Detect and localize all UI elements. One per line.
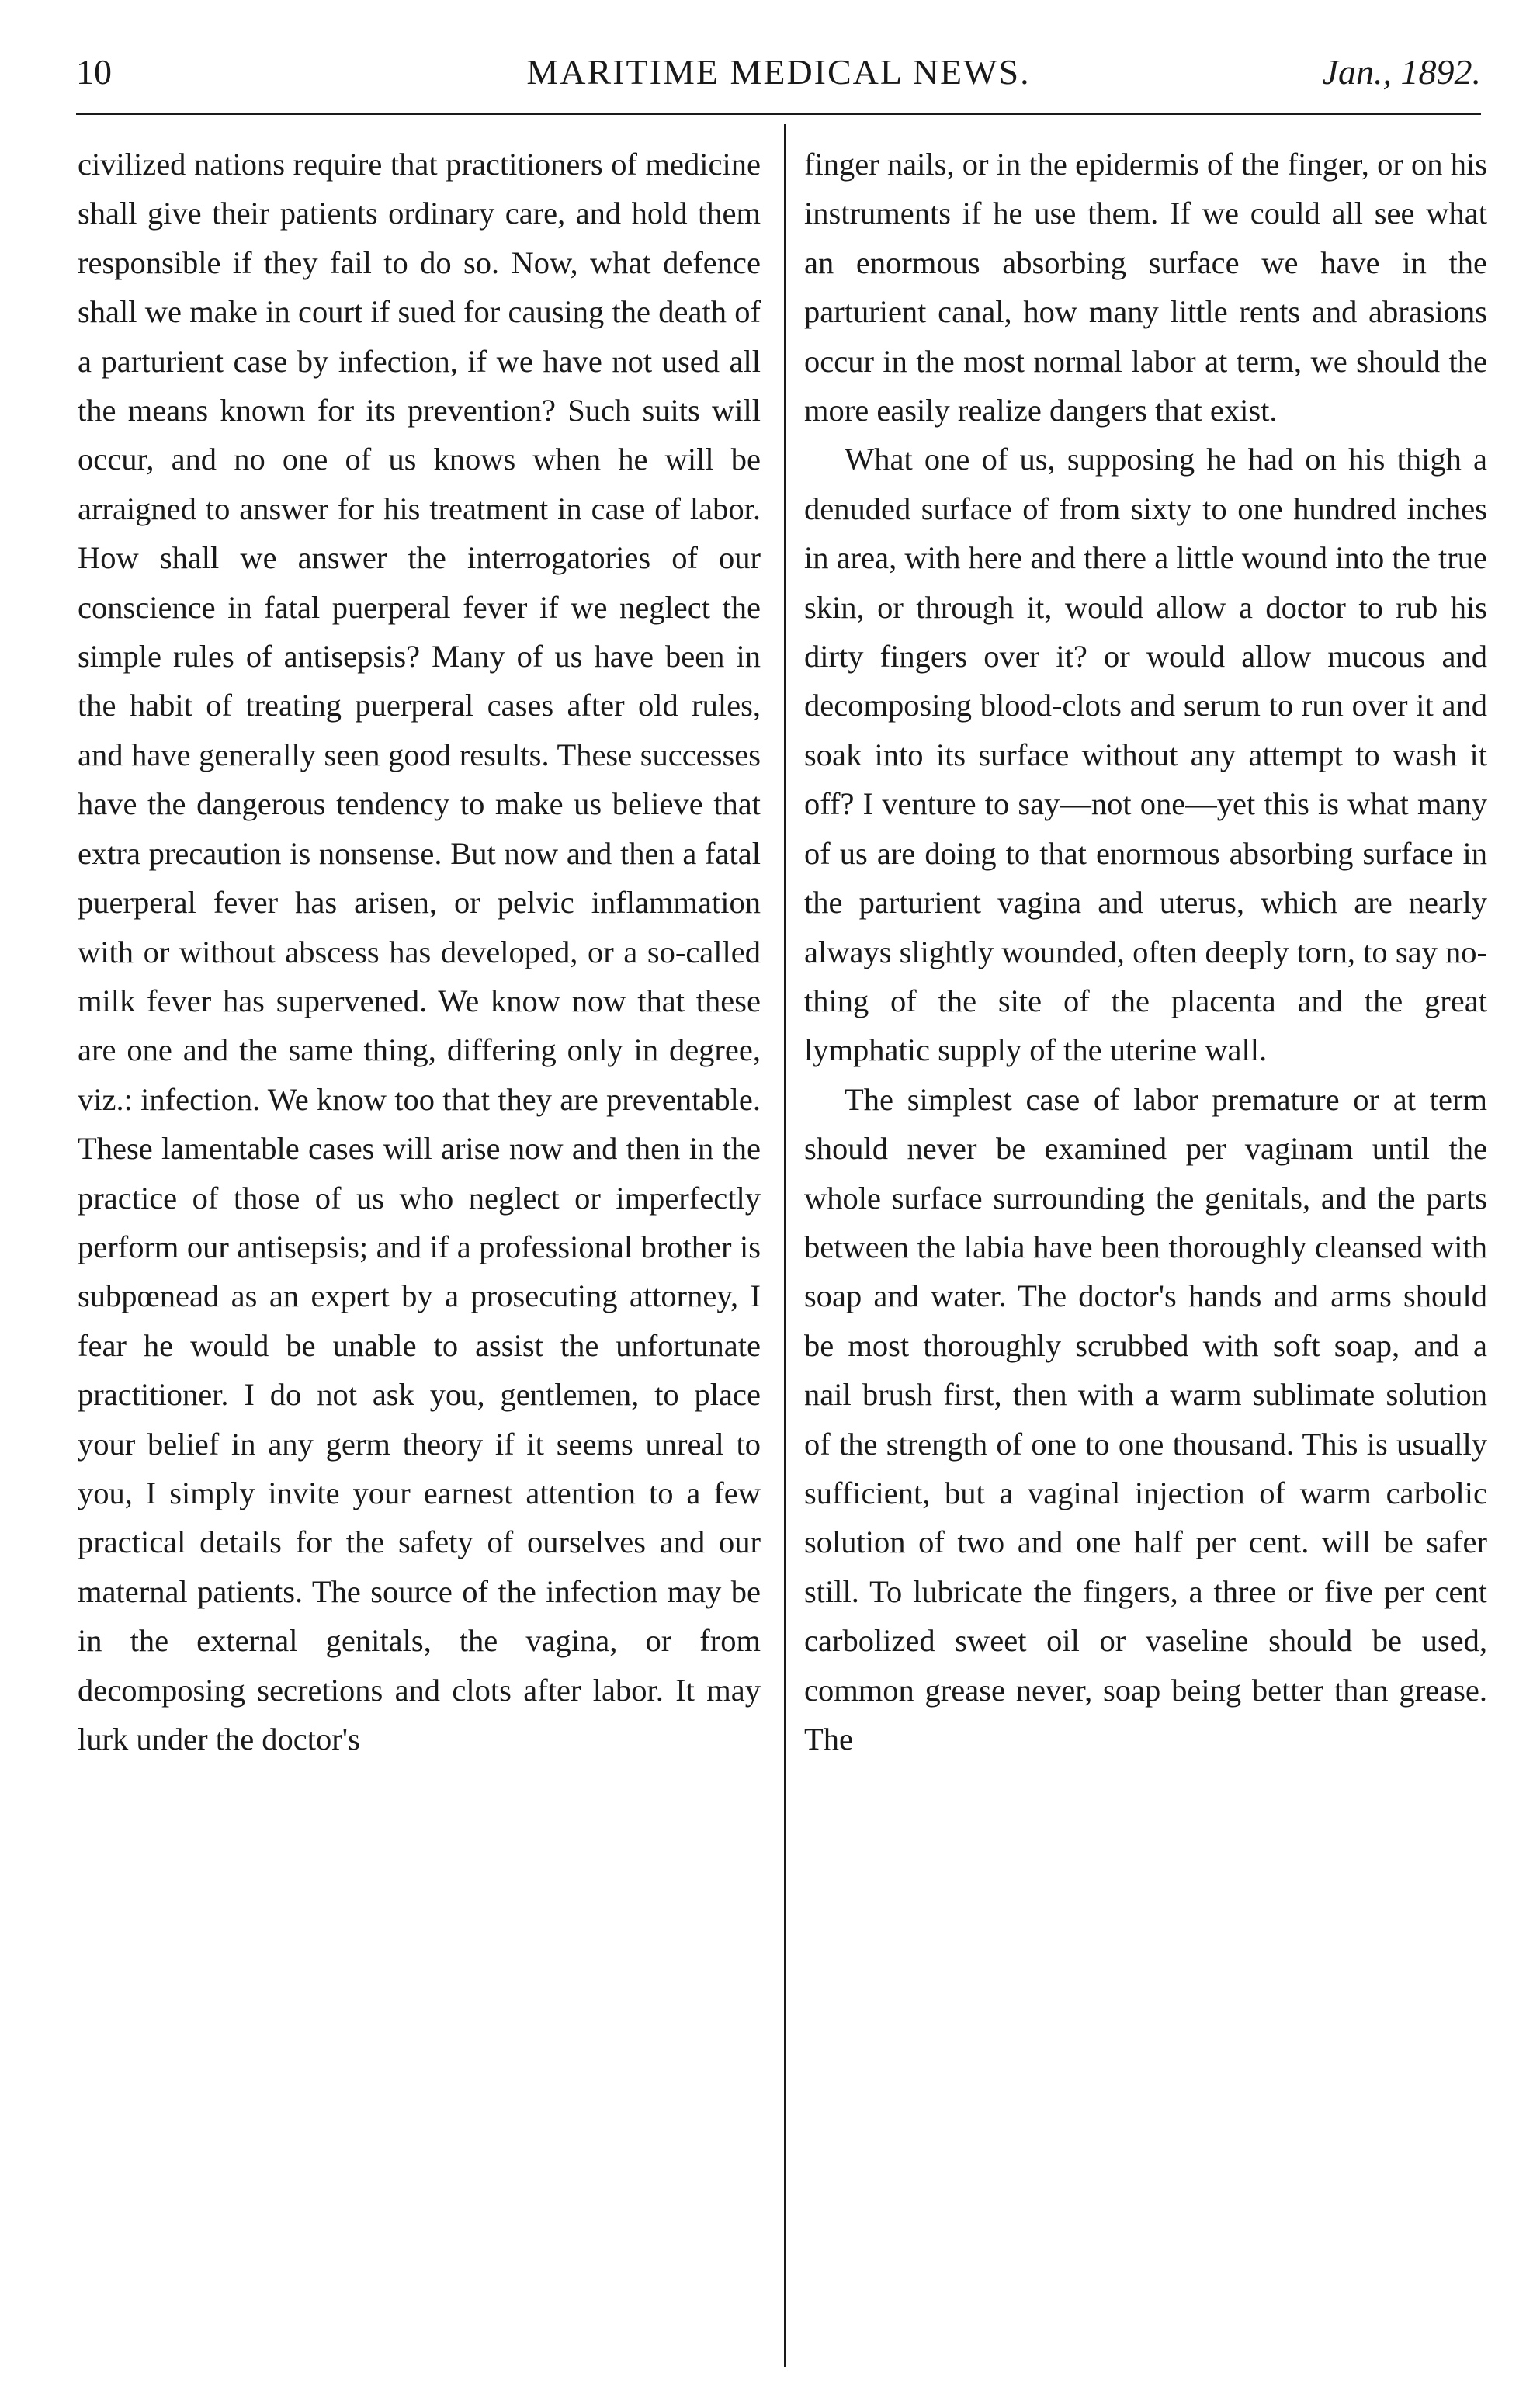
issue-date: Jan., 1892. xyxy=(1322,52,1481,92)
page-number: 10 xyxy=(76,52,112,92)
page-header xyxy=(76,48,1481,102)
left-column xyxy=(78,140,761,1764)
right-column xyxy=(804,140,1487,1764)
journal-title: MARITIME MEDICAL NEWS. xyxy=(526,52,1031,92)
paragraph: civilized nations require that practitioners of medicine shall give their patients ordinary care, and hold them responsible if they fail to do so. Now, what defence shall we make in court if sued for causing the death of a parturient case by infection, if we have not used all the means known for its prevention? Such suits will occur, and no one of us knows when he will be arraigned to answer for his treatment in case of labor. How shall we answer the interrogatories of our conscience in fatal puerperal fever if we neglect the simple rules of antisepsis? Many of us have been in the habit of treating puerperal cases after old rules, and have generally seen good results. These successes have the dangerous tendency to make us believe that extra precaution is nonsense. But now and then a fatal puerperal fever has arisen, or pelvic inflammation with or without abscess has developed, or a so-called milk fever has supervened. We know now that these are one and the same thing, differing only in degree, viz.: infection. We know too that they are preventable. These lamentable cases will arise now and then in the practice of those of us who neglect or imperfectly perform our antisepsis; and if a professional brother is subpœnead as an expert by a prosecuting attorney, I fear he would be unable to assist the unfortunate practitioner. I do not ask you, gentlemen, to place your belief in any germ theory if it seems unreal to you, I simply invite your earnest attention to a few practical details for the safety of ourselves and our maternal patients. The source of the infection may be in the external genitals, the vagina, or from decomposing secretions and clots after labor. It may lurk under the doctor's xyxy=(78,147,761,1757)
paragraph: finger nails, or in the epidermis of the finger, or on his instruments if he use them. If we could all see what an enormous absorbing surface we have in the parturient canal, how many little rents and abrasions occur in the most normal labor at term, we should the more easily realize dangers that exist. xyxy=(804,147,1487,428)
header-rule xyxy=(76,113,1481,115)
column-divider xyxy=(784,124,786,2367)
paragraph: What one of us, supposing he had on his thigh a denuded surface of from sixty to one hundred inches in area, with here and there a little wound into the true skin, or through it, would allow a doctor to rub his dirty fingers over it? or would allow mucous and decomposing blood-clots and serum to run over it and soak into its surface without any attempt to wash it off? I venture to say—not one—yet this is what many of us are doing to that enormous absorbing surface in the parturient vagina and uterus, which are nearly always slightly wounded, often deeply torn, to say nothing of the site of the placenta and the great lymphatic supply of the uterine wall. xyxy=(804,442,1487,1068)
paragraph: The simplest case of labor premature or at term should never be examined per vaginam until the whole surface surrounding the genitals, and the parts between the labia have been thoroughly cleansed with soap and water. The doctor's hands and arms should be most thoroughly scrubbed with soft soap, and a nail brush first, then with a warm sublimate solution of the strength of one to one thousand. This is usually sufficient, but a vaginal injection of warm carbolic solution of two and one half per cent. will be safer still. To lubricate the fingers, a three or five per cent carbolized sweet oil or vaseline should be used, common grease never, soap being better than grease. The xyxy=(804,1081,1487,1757)
